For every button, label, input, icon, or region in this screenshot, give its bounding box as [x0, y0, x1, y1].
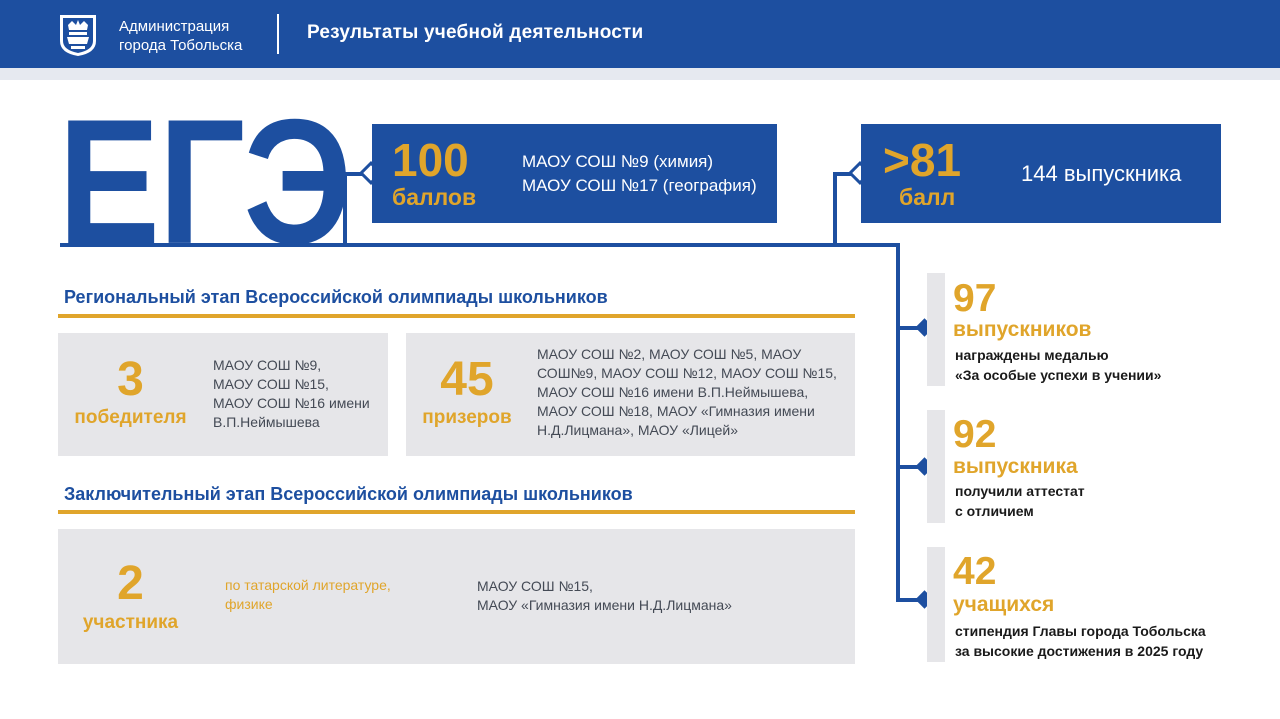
header-bar	[0, 0, 1280, 68]
org-line-1: Администрация	[119, 18, 230, 35]
winners-line: В.П.Неймышева	[213, 414, 320, 430]
ege-100-unit: баллов	[392, 184, 477, 210]
regional-winners-card	[58, 333, 388, 456]
final-section-title: Заключительный этап Всероссийской олимпиады школьников	[64, 484, 633, 504]
final-school-line: МАОУ СОШ №15,	[477, 578, 593, 594]
page-title: Результаты учебной деятельности	[307, 22, 644, 43]
stat-92-text	[955, 481, 1085, 521]
org-line-2: города Тобольска	[119, 37, 243, 54]
connector-to-81	[835, 174, 861, 245]
prizewinners-line: МАОУ СОШ №18, МАОУ «Гимназия имени	[537, 403, 815, 419]
stat-97-line: награждены медалью	[955, 347, 1109, 363]
stat-92-card-tab	[927, 410, 945, 523]
stat-97-value: 97	[953, 277, 997, 320]
ege-81-card	[861, 124, 1221, 223]
stat-42-line: стипендия Главы города Тобольска	[955, 623, 1206, 639]
ege-100-schools	[522, 150, 757, 198]
winners-line: МАОУ СОШ №15,	[213, 376, 329, 392]
winners-schools	[213, 356, 370, 432]
city-crest-icon	[58, 13, 98, 57]
final-subject-line: по татарской литературе,	[225, 577, 391, 593]
regional-prizewinners-card	[406, 333, 855, 456]
org-name	[119, 17, 242, 55]
ege-81-text: 144 выпускника	[1021, 161, 1182, 186]
ege-100-school-2: МАОУ СОШ №17 (география)	[522, 176, 757, 195]
header-divider	[277, 14, 279, 54]
ege-81-value: >81	[883, 134, 962, 186]
regional-section-line	[58, 314, 855, 318]
winners-line: МАОУ СОШ №9,	[213, 357, 322, 373]
header-underline-strip	[0, 68, 1280, 80]
stat-97-text	[955, 345, 1161, 385]
stat-42-value: 42	[953, 550, 997, 593]
stat-92-unit: выпускника	[953, 455, 1078, 478]
final-school-line: МАОУ «Гимназия имени Н.Д.Лицмана»	[477, 597, 732, 613]
stat-42-text	[955, 621, 1206, 661]
ege-100-value: 100	[392, 134, 469, 186]
prizewinners-line: СОШ№9, МАОУ СОШ №12, МАОУ СОШ №15,	[537, 365, 837, 381]
final-section-line	[58, 510, 855, 514]
final-schools	[477, 577, 732, 615]
stat-92-line: получили аттестат	[955, 483, 1085, 499]
stat-42-line: за высокие достижения в 2025 году	[955, 643, 1204, 659]
ege-heading: ЕГЭ	[58, 82, 351, 281]
winners-unit: победителя	[74, 407, 187, 428]
winners-line: МАОУ СОШ №16 имени	[213, 395, 370, 411]
final-subjects	[225, 576, 391, 614]
prizewinners-line: Н.Д.Лицмана», МАОУ «Лицей»	[537, 422, 738, 438]
final-unit: участника	[82, 612, 179, 633]
final-subject-line: физике	[225, 596, 273, 612]
stat-42-unit: учащихся	[953, 593, 1055, 616]
prizewinners-line: МАОУ СОШ №16 имени В.П.Неймышева,	[537, 384, 809, 400]
ege-81-unit: балл	[899, 184, 956, 210]
stat-97-card-tab	[927, 273, 945, 386]
ege-100-card	[372, 124, 777, 223]
prizewinners-value: 45	[440, 353, 494, 406]
final-value: 2	[117, 557, 144, 610]
prizewinners-unit: призеров	[422, 407, 512, 428]
prizewinners-schools	[537, 345, 837, 440]
stat-97-unit: выпускников	[953, 318, 1092, 341]
stat-42-card-tab	[927, 547, 945, 662]
ege-100-school-1: МАОУ СОШ №9 (химия)	[522, 152, 714, 171]
regional-section-title: Региональный этап Всероссийской олимпиады школьников	[64, 287, 608, 307]
stat-97-line: «За особые успехи в учении»	[955, 367, 1162, 383]
winners-value: 3	[117, 353, 144, 406]
final-participants-card	[58, 529, 855, 664]
prizewinners-line: МАОУ СОШ №2, МАОУ СОШ №5, МАОУ	[537, 346, 802, 362]
stat-92-line: с отличием	[955, 503, 1034, 519]
stat-92-value: 92	[953, 413, 997, 456]
